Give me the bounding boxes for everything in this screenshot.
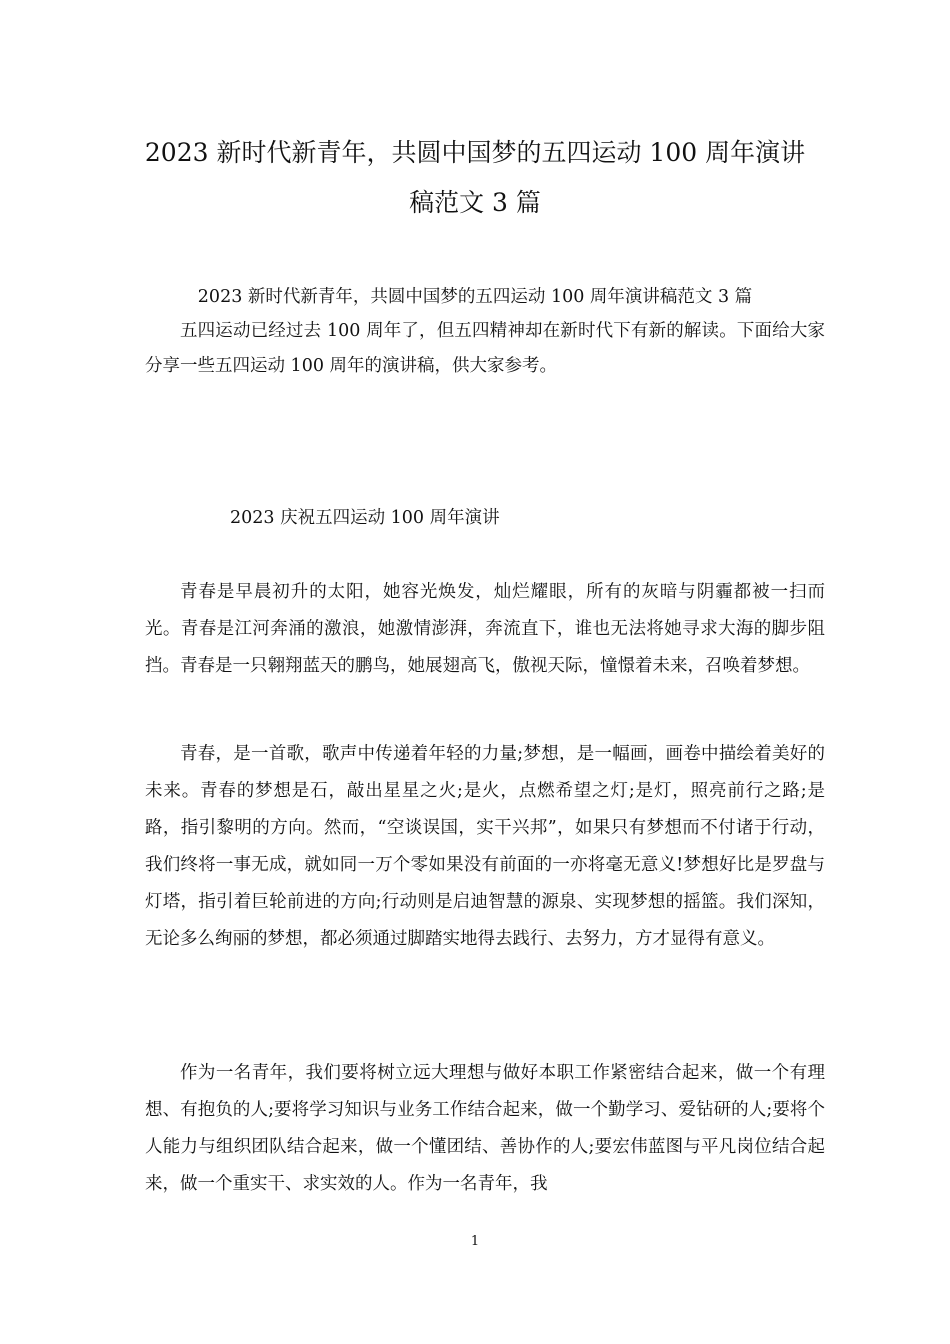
title-line-2: 稿范文 3 篇 xyxy=(409,188,541,217)
document-subtitle: 2023 新时代新青年，共圆中国梦的五四运动 100 周年演讲稿范文 3 篇 xyxy=(197,287,753,307)
title-line-1: 2023 新时代新青年，共圆中国梦的五四运动 100 周年演讲 xyxy=(144,138,806,167)
document-title xyxy=(120,128,830,228)
page-number: 1 xyxy=(470,1234,480,1249)
section-heading: 2023 庆祝五四运动 100 周年演讲 xyxy=(230,508,500,528)
body-paragraph-3: 作为一名青年，我们要将树立远大理想与做好本职工作紧密结合起来，做一个有理想、有抱负的人;要将学习知识与业务工作结合起来，做一个勤学习、爱钻研的人;要将个人能力与组织团队结合起来，做一个懂团结、善协作的人;要宏伟蓝图与平凡岗位结合起来，做一个重实干、求实效的人。作为一名青年，我 xyxy=(145,1063,825,1194)
body-paragraph-2: 青春，是一首歌，歌声中传递着年轻的力量;梦想，是一幅画，画卷中描绘着美好的未来。青春的梦想是石，敲出星星之火;是火，点燃希望之灯;是灯，照亮前行之路;是路，指引黎明的方向。然而，“空谈误国，实干兴邦”，如果只有梦想而不付诸于行动，我们终将一事无成，就如同一万个零如果没有前面的一亦将毫无意义!梦想好比是罗盘与灯塔，指引着巨轮前进的方向;行动则是启迪智慧的源泉、实现梦想的摇篮。我们深知，无论多么绚丽的梦想，都必须通过脚踏实地得去践行、去努力，方才显得有意义。 xyxy=(145,744,825,949)
intro-paragraph: 五四运动已经过去 100 周年了，但五四精神却在新时代下有新的解读。下面给大家分享一些五四运动 100 周年的演讲稿，供大家参考。 xyxy=(145,321,825,376)
body-paragraph-1: 青春是早晨初升的太阳，她容光焕发，灿烂耀眼，所有的灰暗与阴霾都被一扫而光。青春是江河奔涌的激浪，她激情澎湃，奔流直下，谁也无法将她寻求大海的脚步阻挡。青春是一只翱翔蓝天的鹏鸟，她展翅高飞，傲视天际，憧憬着未来，召唤着梦想。 xyxy=(145,582,825,676)
